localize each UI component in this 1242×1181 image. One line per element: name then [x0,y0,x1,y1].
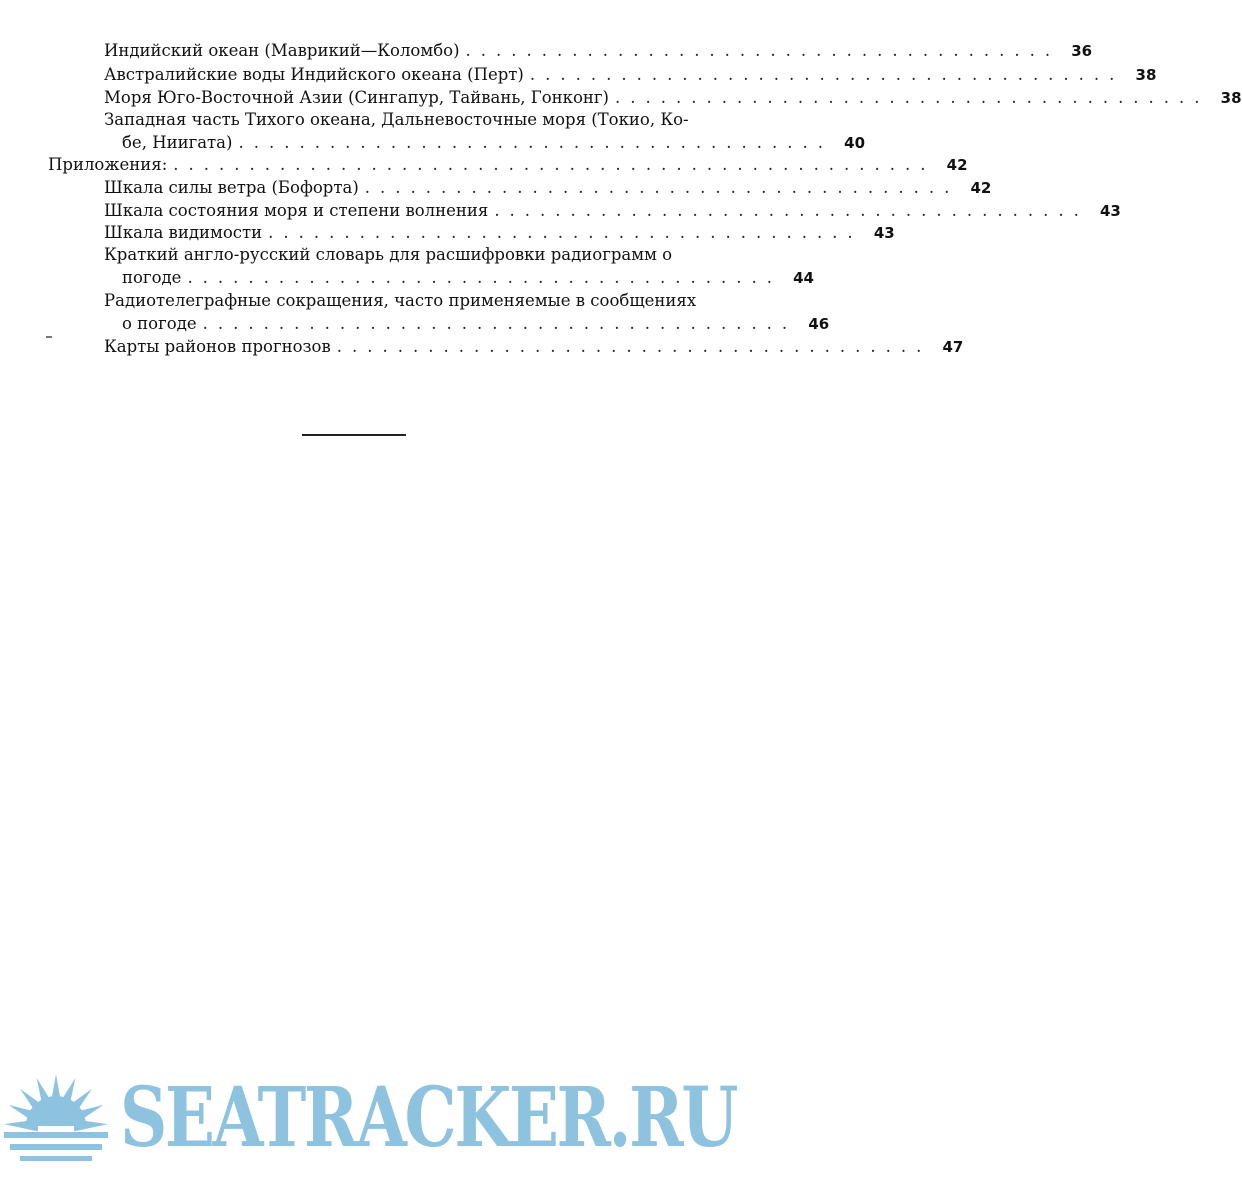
toc-entry-page: 42 [970,179,992,197]
toc-entry-page: 43 [1100,202,1121,220]
leader-dots: ....................................... [465,41,1061,60]
leader-dots: ....................................... [494,201,1089,220]
leader-dots: ....................................... [238,133,834,152]
toc-entry-title: погоде [122,268,182,287]
toc-entry [122,133,866,153]
toc-entry [104,65,1157,85]
toc-entry [104,88,1242,108]
toc-entry-page: 46 [808,315,830,333]
toc-entry-title: Карты районов прогнозов [104,337,331,356]
toc-entry-page: 42 [946,156,968,174]
toc-entry [104,178,992,198]
toc-entry-title: бе, Ниигата) [122,133,233,152]
leader-dots: ....................................... [614,88,1210,107]
leader-dots: ....................................... [336,337,932,356]
toc-entry-title: Радиотелеграфные сокращения, часто применяемые в сообщениях [104,291,697,310]
leader-dots: ....................................... [364,178,960,197]
toc-entry-title: Австралийские воды Индийского океана (Перт) [104,65,524,84]
toc-entry-page: 47 [942,338,964,356]
watermark-text: SEATRACKER.RU [120,1070,737,1166]
toc-entry-title: Краткий англо-русский словарь для расшифровки радиограмм о [104,245,673,264]
leader-dots: ....................................... [268,223,863,242]
toc-section-heading [48,155,968,175]
toc-entry [104,337,964,357]
toc-entry-page: 36 [1071,42,1093,60]
toc-entry [104,291,718,311]
toc-entry [104,41,1093,61]
toc-entry-title: Шкала силы ветра (Бофорта) [104,178,359,197]
section-divider [302,434,406,436]
toc-entry-page: 40 [844,134,866,152]
toc-entry-page: 38 [1135,66,1157,84]
leader-dots: ....................................... [202,314,798,333]
toc-entry [104,223,895,243]
toc-entry [104,201,1121,221]
toc-entry-title: Моря Юго-Восточной Азии (Сингапур, Тайвань, Гонконг) [104,88,609,107]
toc-entry-page: 38 [1220,89,1242,107]
toc-entry-title: Западная часть Тихого океана, Дальневосточные моря (Токио, Ко- [104,110,689,129]
leader-dots: ....................................... [187,268,782,287]
toc-entry-title: Шкала состояния моря и степени волнения [104,201,489,220]
print-speck [46,336,52,338]
toc-entry-title: о погоде [122,314,197,333]
leader-dots: ....................................... [529,65,1125,84]
toc-entry [122,268,814,288]
leader-dots: .................................................. [173,155,936,174]
toc-entry-title: Индийский океан (Маврикий—Коломбо) [104,41,460,60]
toc-entry-page: 43 [873,224,895,242]
toc-entry-title: Приложения: [48,155,168,174]
toc-entry [122,314,830,334]
toc-entry-title: Шкала видимости [104,223,263,242]
toc-entry [104,245,718,265]
toc-entry [104,110,718,130]
toc-entry-page: 44 [793,269,814,287]
